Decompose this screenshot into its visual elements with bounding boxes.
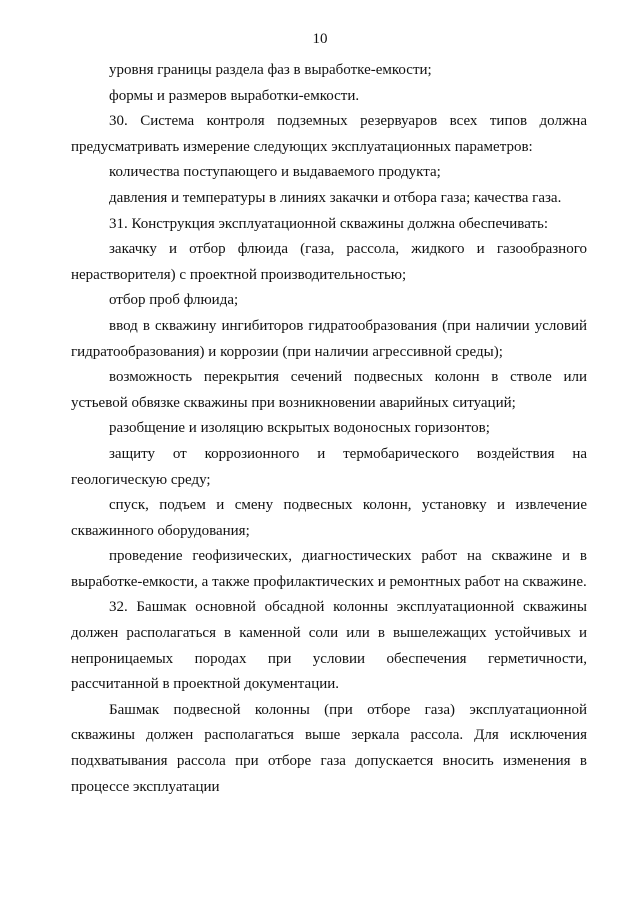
- paragraph: отбор проб флюида;: [109, 292, 239, 309]
- paragraph: возможность перекрытия сечений подвесных колонн в стволе или устьевой обвязке скважины при возникновении аварийных ситуаций;: [71, 369, 587, 411]
- paragraph: защиту от коррозионного и термобарического воздействия на геологическую среду;: [71, 445, 587, 488]
- paragraph: 31. Конструкция эксплуатационной скважины должна обеспечивать:: [109, 215, 549, 232]
- paragraph: Башмак подвесной колонны (при отборе газа) эксплуатационной скважины должен располагаться выше зеркала рассола. Для исключения подхватывания рассола при отборе газа допускается вносить изменения в процессе эксплуатации: [71, 701, 587, 795]
- paragraph: ввод в скважину ингибиторов гидратообразования (при наличии условий гидратообразования) и коррозии (при наличии агрессивной среды);: [71, 317, 587, 360]
- paragraph: разобщение и изоляцию вскрытых водоносных горизонтов;: [109, 420, 490, 437]
- paragraph: 32. Башмак основной обсадной колонны эксплуатационной скважины должен располагаться в каменной соли или в вышележащих устойчивых и непроницаемых породах при условии обеспечения герметичности, рассчитанной в проектной документации.: [71, 599, 587, 693]
- page-number: 10: [312, 31, 328, 47]
- paragraph: уровня границы раздела фаз в выработке-емкости;: [109, 62, 432, 78]
- paragraph: проведение геофизических, диагностических работ на скважине и в выработке-емкости, а также профилактических и ремонтных работ на скважине.: [71, 548, 587, 590]
- paragraph: формы и размеров выработки-емкости.: [109, 87, 360, 104]
- paragraph: давления и температуры в линиях закачки и отбора газа; качества газа.: [109, 189, 562, 206]
- paragraph: спуск, подъем и смену подвесных колонн, установку и извлечение скважинного оборудования;: [71, 497, 587, 539]
- paragraph: закачку и отбор флюида (газа, рассола, жидкого и газообразного нерастворителя) с проектной производительностью;: [71, 241, 587, 283]
- paragraph: 30. Система контроля подземных резервуаров всех типов должна предусматривать измерение следующих эксплуатационных параметров:: [71, 113, 587, 155]
- paragraph: количества поступающего и выдаваемого продукта;: [109, 164, 441, 181]
- document-body: [71, 58, 587, 800]
